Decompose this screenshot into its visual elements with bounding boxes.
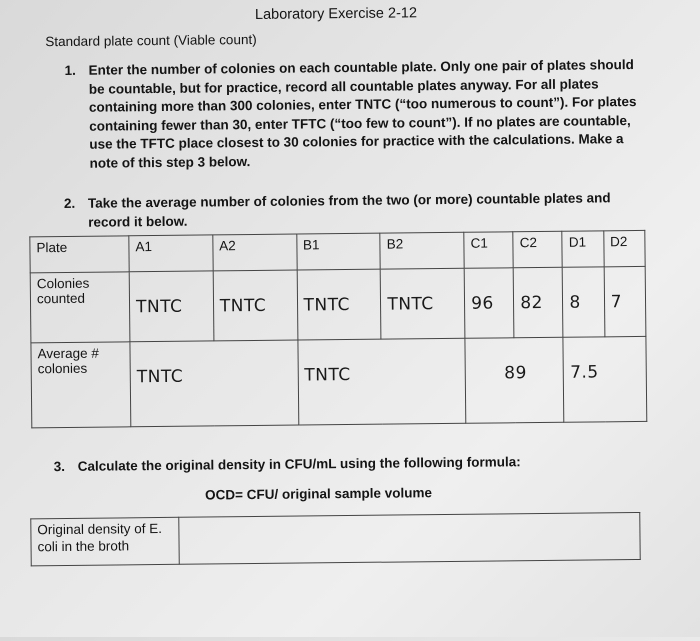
count-b2-value: TNTC — [387, 294, 434, 315]
average-d-value: 7.5 — [570, 362, 599, 383]
page-title: Laboratory Exercise 2-12 — [254, 5, 418, 23]
header-a2: A2 — [213, 234, 297, 271]
header-b2: B2 — [380, 232, 464, 269]
step-2-number: 2. — [63, 195, 76, 211]
step-1-number: 1. — [64, 62, 76, 78]
count-d1[interactable] — [563, 267, 605, 337]
count-c1[interactable] — [464, 268, 514, 339]
count-b1-value: TNTC — [303, 295, 351, 316]
step-1 — [64, 56, 649, 173]
colonies-counted-row — [30, 266, 646, 342]
count-c2[interactable] — [513, 267, 563, 338]
average-a[interactable] — [130, 340, 298, 427]
average-a-value: TNTC — [136, 366, 184, 388]
average-b[interactable] — [297, 338, 465, 425]
density-label: Original density of E. coli in the broth — [31, 517, 179, 566]
header-a1: A1 — [129, 235, 213, 272]
colonies-counted-label: Colonies counted — [30, 272, 130, 343]
step-2-text: Take the average number of colonies from the two (or more) countable plates and record it below. — [87, 190, 611, 230]
step-3-number: 3. — [53, 458, 66, 475]
density-table — [30, 512, 640, 566]
average-colonies-row — [31, 336, 647, 427]
average-d[interactable] — [563, 336, 647, 422]
average-c[interactable] — [465, 337, 564, 423]
header-b1: B1 — [296, 233, 380, 270]
ocd-formula: OCD= CFU/ original sample volume — [204, 485, 433, 503]
average-c-value: 89 — [504, 363, 527, 384]
step-2 — [63, 189, 628, 232]
header-c2: C2 — [513, 231, 562, 268]
count-a1-value: TNTC — [135, 296, 183, 318]
count-b1[interactable] — [297, 269, 382, 340]
average-b-value: TNTC — [304, 364, 351, 386]
step-1-text: Enter the number of colonies on each countable plate. Only one pair of plates should be countable, but for practice, record all countable plates anyway. For all plates containing more than 300 colonies, enter TNTC (“too numerous to count”). For plates containing fewer than 30, enter TFTC (“too few to count”). If no plates are countable, use the TFTC place closest to 30 colonies for practice with the calculations. Make a note of this step 3 below. — [88, 57, 637, 171]
header-plate: Plate — [30, 236, 129, 273]
count-a2-value: TNTC — [219, 295, 267, 317]
step-3 — [53, 452, 638, 476]
count-d2[interactable] — [604, 266, 646, 336]
count-d1-value: 8 — [569, 292, 581, 313]
header-d2: D2 — [603, 230, 645, 266]
average-colonies-label: Average # colonies — [31, 342, 131, 428]
count-c1-value: 96 — [471, 293, 494, 314]
plate-count-table — [29, 230, 647, 428]
step-3-text: Calculate the original density in CFU/mL using the following formula: — [77, 454, 521, 474]
count-d2-value: 7 — [610, 292, 623, 313]
density-row — [31, 512, 640, 565]
count-a1[interactable] — [129, 271, 214, 342]
count-a2[interactable] — [213, 270, 298, 341]
header-d1: D1 — [562, 231, 604, 267]
density-answer-cell[interactable] — [179, 512, 640, 564]
page-subtitle: Standard plate count (Viable count) — [45, 31, 257, 50]
header-c1: C1 — [464, 232, 513, 269]
count-c2-value: 82 — [520, 292, 544, 314]
count-b2[interactable] — [381, 268, 466, 339]
